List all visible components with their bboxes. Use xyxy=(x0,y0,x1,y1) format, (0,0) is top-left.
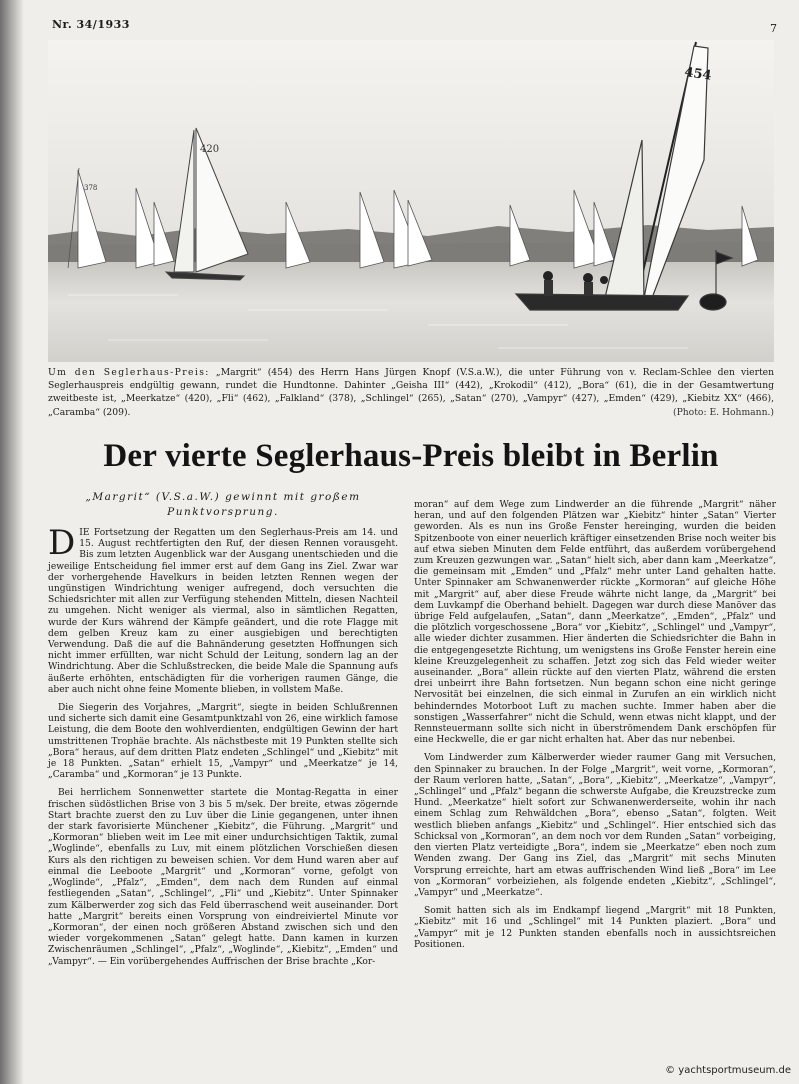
page-gutter-shadow xyxy=(0,0,24,1084)
article-title: Der vierte Seglerhaus-Preis bleibt in Berlin xyxy=(103,438,719,474)
paragraph: Vom Lindwerder zum Kälberwerder wieder raumer Gang mit Versuchen, den Spinnaker zu brauchen. In der Folge „Margrit“, weit vorne, „Kormoran“, der Raum verloren hatte, „Satan“, „Bora“, „Kiebitz“, „Meerkatze“, „Vampyr“, „Schlingel“ und „Pfalz“ begann die schwerste Aufgabe, die Kreuzstrecke zum Hund. „Meerkatze“ hielt sofort zur Schwanenwerderseite, wohin ihr nach einem Schlag zum Rehwäldchen „Bora“, ebenso „Satan“, folgten. Weit westlich blieben anfangs „Kiebitz“ und „Schlingel“. Hier entschied sich das Schicksal von „Kormoran“, an dem noch vor dem Runden „Satan“ vorbeiging, den vierten Platz verteidigte „Bora“, indem sie „Meerkatze“ eben noch zum Wenden zwang. Der Gang ins Ziel, das „Margrit“ mit sechs Minuten Vorsprung erreichte, hart am etwas auffrischenden Wind ließ „Bora“ im Lee von „Kormoran“ vorbeiziehen, als folgende endeten „Kiebitz“, „Schlingel“, „Vampyr“ und „Meerkatze“. xyxy=(414,753,776,898)
article-column-right xyxy=(414,500,776,958)
regatta-photo xyxy=(48,40,774,362)
sail-number-454: 454 xyxy=(683,65,713,84)
paragraph: moran“ auf dem Wege zum Lindwerder an die führende „Margrit“ näher heran, und auf den folgenden Plätzen war „Kiebitz“ hinter „Satan“ Vierter geworden. Als es nun ins Große Fenster hereinging, wurden die beiden Spitzenboote von einer neuerlich kräftiger einsetzenden Brise noch weiter bis auf etwa sieben Minuten dem Felde entführt, das außerdem vorübergehend zum Kreuzen gezwungen war. „Satan“ hielt sich, aber dann kam „Meerkatze“, die gemeinsam mit „Emden“ und „Pfalz“ mehr unter Land gehalten hatte. Unter Spinnaker am Schwanenwerder rückte „Kormoran“ auf gleiche Höhe mit „Margrit“ auf, aber diese Freude währte nicht lange, da „Margrit“ bei dem Luvkampf die Oberhand behielt. Dagegen war durch diese Manöver das übrige Feld aufgelaufen, „Satan“, dann „Meerkatze“, „Emden“, „Pfalz“ und die plötzlich vorgeschossene „Bora“ vor „Kiebitz“, „Schlingel“ und „Vampyr“, alle wieder dichter zusammen. Hier änderten die Schiedsrichter die Bahn in die entgegengesetzte Richtung, um wenigstens ins Große Fenster herein eine kleine Kreuzgelegenheit zu schaffen. Jetzt zog sich das Feld wieder weiter auseinander. „Bora“ allein rückte auf den vierten Platz, während die ersten drei unbeirrt ihre Bahn fortsetzen. Nun begann schon eine nicht geringe Nervosität bei einzelnen, die sich einmal in Zurufen an ein wirklich nicht behinderndes Motorboot Luft zu machen suchte. Immer haben aber die sonstigen „Wasserfahrer“ nicht die Schuld, wenn etwas nicht klappt, und der Rennsteuermann sollte sich nicht in überströmendem Dank erschöpfen für eine Heckwelle, die er gar nicht erhalten hat. Aber das nur nebenbei. xyxy=(414,500,776,746)
photo-caption xyxy=(48,366,774,419)
issue-number: Nr. 34/1933 xyxy=(52,18,130,31)
drop-cap: D xyxy=(48,523,76,563)
paragraph: DIE Fortsetzung der Regatten um den Seglerhaus-Preis am 14. und 15. August rechtfertigten den Ruf, der diesen Rennen vorausgeht. Bis zum letzten Augenblick war der Ausgang unentschieden und die jeweilige Entscheidung fiel immer erst auf dem Gang ins Ziel. Zwar war der vorhergehende Havelkurs in beiden letzten Rennen wegen der ungünstigen Windrichtung weniger aufregend, doch versuchten die Schiedsrichter mit allen zur Verfügung stehenden Mitteln, diesen Nachteil zu umgehen. Nicht weniger als viermal, also in sämtlichen Regatten, wurde der Kurs während der Kämpfe geändert, und die rote Flagge mit dem gelben Kreuz kam zu einer ausgiebigen und berechtigten Verwendung. Daß die auf die Bahnänderung gesetzten Hoffnungen sich nicht immer erfüllten, war nicht Schuld der Leitung, sondern lag an der Windrichtung. Aber die Schlußstrecken, die beide Male die Spannung aufs äußerte erhöhten, entschädigten für die vorherigen raumen Gänge, die aber auch nicht ohne feine Momente blieben, in vollstem Maße. xyxy=(48,523,398,695)
article-column-left xyxy=(48,523,398,975)
photo-credit: (Photo: E. Hohmann.) xyxy=(673,406,774,418)
sail-number-420: 420 xyxy=(200,144,220,155)
sail-number-far-left: 378 xyxy=(84,184,98,192)
article-subtitle: „Margrit“ (V.S.a.W.) gewinnt mit großem Punktvorsprung. xyxy=(85,491,361,518)
caption-text: „Margrit“ (454) des Herrn Hans Jürgen Knopf (V.S.a.W.), die unter Führung von v. Reclam-Schlee den vierten Seglerhauspreis endgültig gewann, rundet die Hundtonne. Dahinter „Geisha III“ (442), „Krokodil“ (412), „Bora“ (61), die in der Gesamtwertung zweitbeste ist, „Meerkatze“ (420), „Fli“ (462), „Falkland“ (378), „Schlingel“ (265), „Satan“ (270), „Vampyr“ (427), „Emden“ (429), „Kiebitz XX“ (466), „Caramba“ (209). xyxy=(48,367,775,418)
paragraph: Bei herrlichem Sonnenwetter startete die Montag-Regatta in einer frischen südöstlichen Brise von 3 bis 5 m/sek. Der breite, etwas zögernde Start brachte zuerst den zu Luv über die Linie gegangenen, unter ihnen der stark favorisierte Münchener „Kiebitz“, die Führung. „Margrit“ und „Kormoran“ blieben weit im Lee mit einer undurchsichtigen Taktik, zumal „Woglinde“, ebenfalls zu Luv, mit einem plötzlichen Vorschießen diesen Kurs als den richtigen zu beweisen schien. Vor dem Hund waren aber auf einmal die Leeboote „Margrit“ und „Kormoran“ vorne, gefolgt von „Woglinde“, „Pfalz“, „Emden“, dem nach dem Runden auf einmal festliegenden „Satan“, „Schlingel“, „Fli“ und „Kiebitz“. Unter Spinnaker zum Kälberwerder zog sich das Feld überraschend weit auseinander. Dort hatte „Margrit“ bereits einen Vorsprung von eindreiviertel Minute vor „Kormoran“, der einen noch größeren Abstand zwischen sich und den wieder vorgekommenen „Satan“ gelegt hatte. Dann kamen in kurzen Zwischenräumen „Schlingel“, „Pfalz“, „Woglinde“, „Kiebitz“, „Emden“ und „Vampyr“. — Ein vorübergehendes Auffrischen der Brise brachte „Kor- xyxy=(48,788,398,967)
sailboats-illustration xyxy=(48,40,774,362)
page-number: 7 xyxy=(770,22,777,35)
caption-lead: Um den Seglerhaus-Preis: xyxy=(48,367,210,378)
watermark-link[interactable]: © yachtsportmuseum.de xyxy=(665,1065,791,1076)
paragraph: Somit hatten sich als im Endkampf liegend „Margrit“ mit 18 Punkten, „Kiebitz“ mit 16 und „Schlingel“ mit 14 Punkten plaziert. „Bora“ und „Vampyr“ mit je 12 Punkten standen ebenfalls noch in aussichtsreichen Positionen. xyxy=(414,906,776,950)
paragraph: Die Siegerin des Vorjahres, „Margrit“, siegte in beiden Schlußrennen und sicherte sich damit eine Gesamtpunktzahl von 26, eine wirklich famose Leistung, die dem Boote den wohlverdienten, endgültigen Gewinn der hart umstrittenen Trophäe brachte. Als nächstbeste mit 19 Punkten stellte sich „Bora“ heraus, auf dem dritten Platz endeten „Schlingel“ und „Kiebitz“ mit je 18 Punkten. „Satan“ erhielt 15, „Vampyr“ und „Meerkatze“ je 14, „Caramba“ und „Kormoran“ je 13 Punkte. xyxy=(48,703,398,781)
